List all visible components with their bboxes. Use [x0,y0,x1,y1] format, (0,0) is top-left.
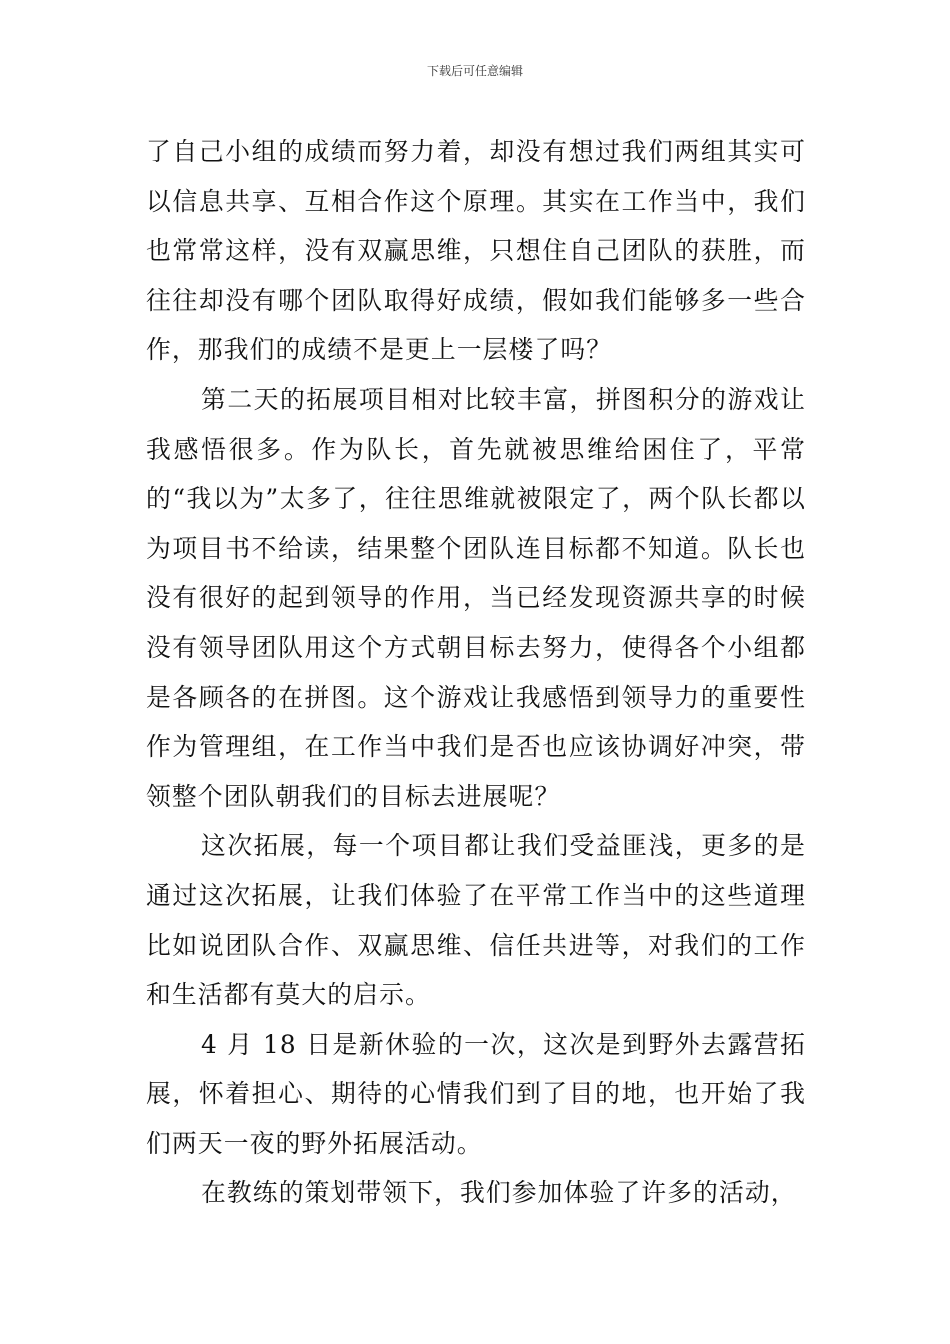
paragraph-expansion-summary: 这次拓展，每一个项目都让我们受益匪浅，更多的是通过这次拓展，让我们体验了在平常工作当中的这些道理比如说团队合作、双赢思维、信任共进等，对我们的工作和生活都有莫大的启示。 [146,831,806,1010]
paragraph-coach-activities: 在教练的策划带领下，我们参加体验了许多的活动， [201,1178,797,1208]
paragraph-second-day: 第二天的拓展项目相对比较丰富，拼图积分的游戏让我感悟很多。作为队长，首先就被思维给困住了，平常的“我以为”太多了，往往思维就被限定了，两个队长都以为项目书不给读，结果整个团队连目标都不知道。队长也没有很好的起到领导的作用，当已经发现资源共享的时候没有领导团队用这个方式朝目标去努力，使得各个小组都是各顾各的在拼图。这个游戏让我感悟到领导力的重要性作为管理组，在工作当中我们是否也应该协调好冲突，带领整个团队朝我们的目标去进展呢？ [146,384,806,811]
paragraph-april-camping: 4 月 18 日是新休验的一次，这次是到野外去露营拓展，怀着担心、期待的心情我们到了目的地，也开始了我们两天一夜的野外拓展活动。 [146,1029,806,1158]
page-header: 下载后可任意编辑 [426,64,523,78]
paragraph-continuation: 了自己小组的成绩而努力着，却没有想过我们两组其实可以信息共享、互相合作这个原理。其实在工作当中，我们也常常这样，没有双赢思维，只想住自己团队的获胜，而往往却没有哪个团队取得好成绩，假如我们能够多一些合作，那我们的成绩不是更上一层楼了吗？ [146,137,806,365]
document-body [146,127,806,1218]
